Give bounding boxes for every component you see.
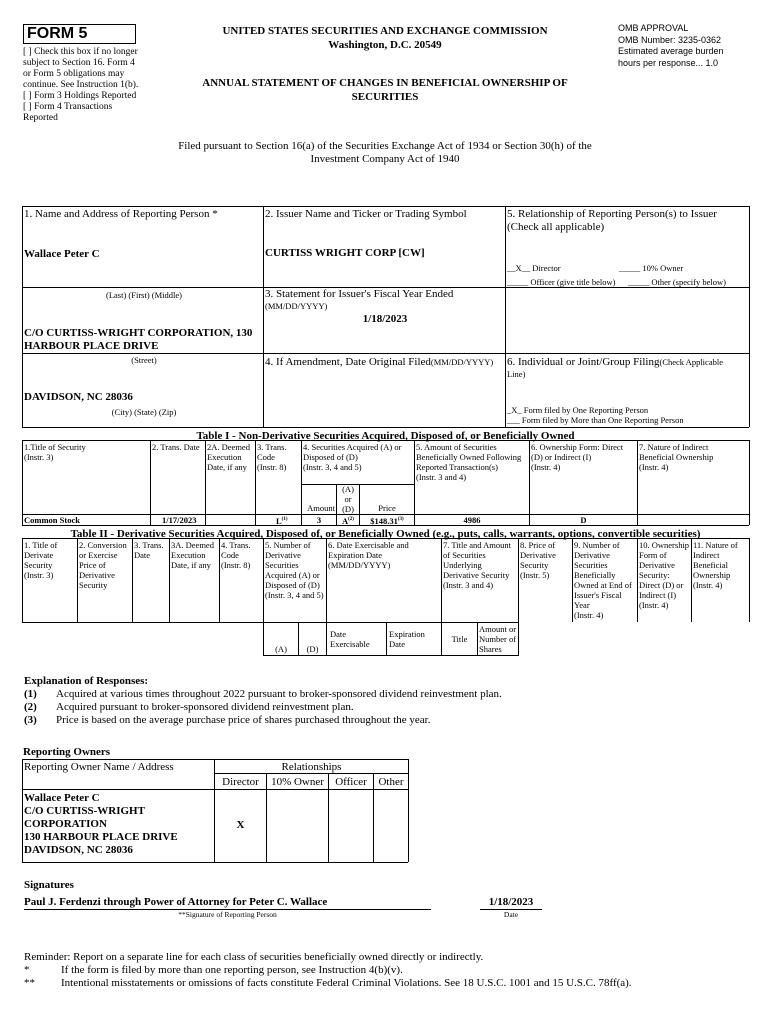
street-caption: (Street) (131, 355, 157, 365)
t2-sub-a: (A) (275, 644, 287, 654)
city-state-zip: DAVIDSON, NC 28036 (24, 391, 133, 403)
row-acquired-disposed: $A^{(2)}$ (342, 515, 354, 526)
t1-col-title: 1.Title of Security (Instr. 3) (24, 442, 86, 462)
explanations-heading: Explanation of Responses: (24, 675, 149, 687)
row-trans-date: 1/17/2023 (162, 515, 197, 525)
t2-col-conversion: 2. Conversion or Exercise Price of Derivative Security (79, 540, 127, 590)
name-caption: (Last) (First) (Middle) (105, 290, 182, 300)
owners-col-other: Other (378, 776, 404, 788)
t2-col-deemed-date: 3A. Deemed Execution Date, if any (171, 540, 214, 570)
t1-col-amount-owned: 5. Amount of Securities Beneficially Owned Following Reported Transaction(s) (Instr. 3 and 4) (416, 442, 522, 482)
issuer-name: CURTISS WRIGHT CORP [CW] (265, 247, 425, 259)
checkbox-line[interactable]: [ ] Form 3 Holdings Reported (23, 91, 137, 101)
relationship-director[interactable]: __X__ Director (507, 263, 561, 273)
city-caption: (City) (State) (Zip) (111, 407, 177, 417)
checkbox-line[interactable]: [ ] Form 4 Transactions (23, 102, 113, 112)
owner-address: Wallace Peter C C/O CURTISS-WRIGHT CORPORATION 130 HARBOUR PLACE DRIVE DAVIDSON, NC 28036 (24, 792, 178, 856)
owner-director-mark: X (236, 819, 245, 831)
owners-col-director: Director (222, 776, 259, 788)
signature-date-caption: Date (503, 910, 519, 919)
t1-col-securities: 4. Securities Acquired (A) or Disposed of (D) (Instr. 3, 4 and 5) (303, 442, 402, 472)
footnote-item: (3) Price is based on the average purchase price of shares purchased throughout the year. (24, 714, 431, 726)
signature-date: 1/18/2023 (480, 896, 542, 910)
agency-name: UNITED STATES SECURITIES AND EXCHANGE COMMISSION (222, 25, 548, 37)
owners-col-relationships: Relationships (281, 761, 342, 773)
street-line-1: C/O CURTISS-WRIGHT CORPORATION, 130 (24, 327, 253, 339)
box6-label: 6. Individual or Joint/Group Filing(Check Applicable (507, 356, 723, 368)
t2-col-nature: 11. Nature of Indirect Beneficial Ownership (Instr. 4) (693, 540, 738, 590)
t2-col-ownership-form: 10. Ownership Form of Derivative Security: Direct (D) or Indirect (I) (Instr. 4) (639, 540, 690, 610)
relationship-10pct-owner[interactable]: _____ 10% Owner (619, 263, 684, 273)
t2-sub-title: Title (451, 634, 468, 644)
t1-sub-amount: Amount (307, 503, 335, 513)
box1-label: 1. Name and Address of Reporting Person * (24, 208, 218, 220)
owners-col-officer: Officer (335, 776, 367, 788)
box3-label: 3. Statement for Issuer's Fiscal Year Ended (265, 288, 454, 300)
t2-col-number: 5. Number of Derivative Securities Acquired (A) or Disposed of (D) (Instr. 3, 4 and 5) (265, 540, 324, 600)
owners-col-10pct: 10% Owner (271, 776, 324, 788)
t1-col-ownership-form: 6. Ownership Form: Direct (D) or Indirect (I) (Instr. 4) (531, 442, 624, 472)
owners-heading: Reporting Owners (23, 746, 111, 758)
statement-title-2: SECURITIES (351, 91, 419, 103)
footnote-item: (1) Acquired at various times throughout 2022 pursuant to broker-sponsored dividend reinvestment plan. (24, 688, 502, 700)
row-owned: 4986 (463, 515, 481, 525)
checkbox-options (23, 47, 153, 124)
t1-col-trans-date: 2. Trans. Date (152, 442, 200, 452)
t1-sub-price: Price (378, 503, 396, 513)
signer-caption: **Signature of Reporting Person (178, 910, 277, 919)
t1-col-deemed-date: 2A. Deemed Execution Date, if any (207, 442, 250, 472)
omb-approval: OMB APPROVAL OMB Number: 3235-0362 Estimated average burden hours per response... 1.0 (618, 23, 724, 68)
reminder: Reminder: Report on a separate line for each class of securities beneficially owned directly or indirectly. (24, 951, 484, 963)
box3-sublabel: (MM/DD/YYYY) (265, 301, 328, 311)
row-ownership-form: D (580, 515, 587, 525)
footnote-item: (2) Acquired pursuant to broker-sponsored dividend reinvestment plan. (24, 701, 354, 713)
filing-multiple-persons[interactable]: ___ Form filed by More than One Reporting Person (507, 415, 684, 425)
street-line-2: HARBOUR PLACE DRIVE (24, 340, 159, 352)
t1-sub-ad: (A) or (D) (342, 484, 354, 514)
filing-one-person[interactable]: _X_ Form filed by One Reporting Person (507, 405, 649, 415)
row-trans-code: $L^{(1)}$ (276, 515, 288, 526)
table1-title: Table I - Non-Derivative Securities Acquired, Disposed of, or Beneficially Owned (196, 430, 575, 442)
t2-sub-amount: Amount or Number of Shares (479, 624, 517, 654)
signatures-heading: Signatures (24, 879, 74, 891)
box6-sublabel: Line) (507, 369, 526, 379)
box4-label: 4. If Amendment, Date Original Filed(MM/DD/YYYY) (265, 356, 494, 368)
row-price: $148.31$^{(3)}$ (370, 515, 404, 526)
table2-title: Table II - Derivative Securities Acquired, Disposed of, or Beneficially Owned (e.g., puts, calls, warrants, options, convertible securities) (70, 528, 701, 540)
t2-sub-date-exercisable: Date Exercisable (330, 629, 370, 649)
t2-col-date-exercisable: 6. Date Exercisable and Expiration Date (MM/DD/YYYY) (328, 540, 409, 570)
checkbox-line: subject to Section 16. Form 4 (23, 58, 135, 68)
checkbox-line[interactable]: [ ] Check this box if no longer (23, 47, 138, 57)
filed-pursuant: Filed pursuant to Section 16(a) of the Securities Exchange Act of 1934 or Section 30(h) of the (178, 140, 592, 152)
box5-sublabel: (Check all applicable) (507, 221, 605, 233)
agency-location: Washington, D.C. 20549 (328, 39, 442, 51)
signer-name: Paul J. Ferdenzi through Power of Attorney for Peter C. Wallace (24, 896, 431, 910)
form-title: FORM 5 (23, 24, 136, 44)
footnote-list (24, 688, 502, 727)
box2-label: 2. Issuer Name and Ticker or Trading Symbol (265, 208, 467, 220)
filed-pursuant-2: Investment Company Act of 1940 (310, 153, 460, 165)
checkbox-line: or Form 5 obligations may (23, 69, 125, 79)
t1-col-trans-code: 3. Trans. Code (Instr. 8) (257, 442, 287, 472)
t1-col-nature: 7. Nature of Indirect Beneficial Ownership (Instr. 4) (639, 442, 714, 472)
checkbox-line: Reported (23, 113, 58, 123)
row-amount: 3 (316, 515, 322, 525)
relationship-other[interactable]: _____ Other (specify below) (628, 277, 726, 287)
t2-col-price: 8. Price of Derivative Security (Instr. 5) (520, 540, 556, 580)
t2-sub-expiration: Expiration Date (389, 629, 425, 649)
relationship-officer[interactable]: _____ Officer (give title below) (507, 277, 616, 287)
reporting-person-name: Wallace Peter C (24, 248, 100, 260)
row-security: Common Stock (24, 515, 80, 525)
checkbox-line: continue. See Instruction 1(b). (23, 80, 139, 90)
owners-col-name: Reporting Owner Name / Address (24, 761, 174, 773)
t2-col-trans-date: 3. Trans. Date (134, 540, 164, 560)
box5-label: 5. Relationship of Reporting Person(s) to Issuer (507, 208, 717, 220)
t2-col-title: 1. Title of Derivate Security (Instr. 3) (24, 540, 58, 580)
statement-title: ANNUAL STATEMENT OF CHANGES IN BENEFICIAL OWNERSHIP OF (202, 77, 568, 89)
fiscal-year-end: 1/18/2023 (362, 313, 408, 325)
t2-col-title-amount: 7. Title and Amount of Securities Underlying Derivative Security (Instr. 3 and 4) (443, 540, 512, 590)
t2-col-trans-code: 4. Trans. Code (Instr. 8) (221, 540, 251, 570)
footnote-double-star: ** Intentional misstatements or omissions of facts constitute Federal Criminal Violations. See 18 U.S.C. 1001 and 15 U.S.C. 78ff(a). (24, 977, 632, 989)
t2-col-number-owned: 9. Number of Derivative Securities Beneficially Owned at End of Issuer's Fiscal Year (Instr. 4) (574, 540, 632, 620)
footnote-star: * If the form is filed by more than one reporting person, see Instruction 4(b)(v). (24, 964, 403, 976)
t2-sub-d: (D) (306, 644, 319, 654)
